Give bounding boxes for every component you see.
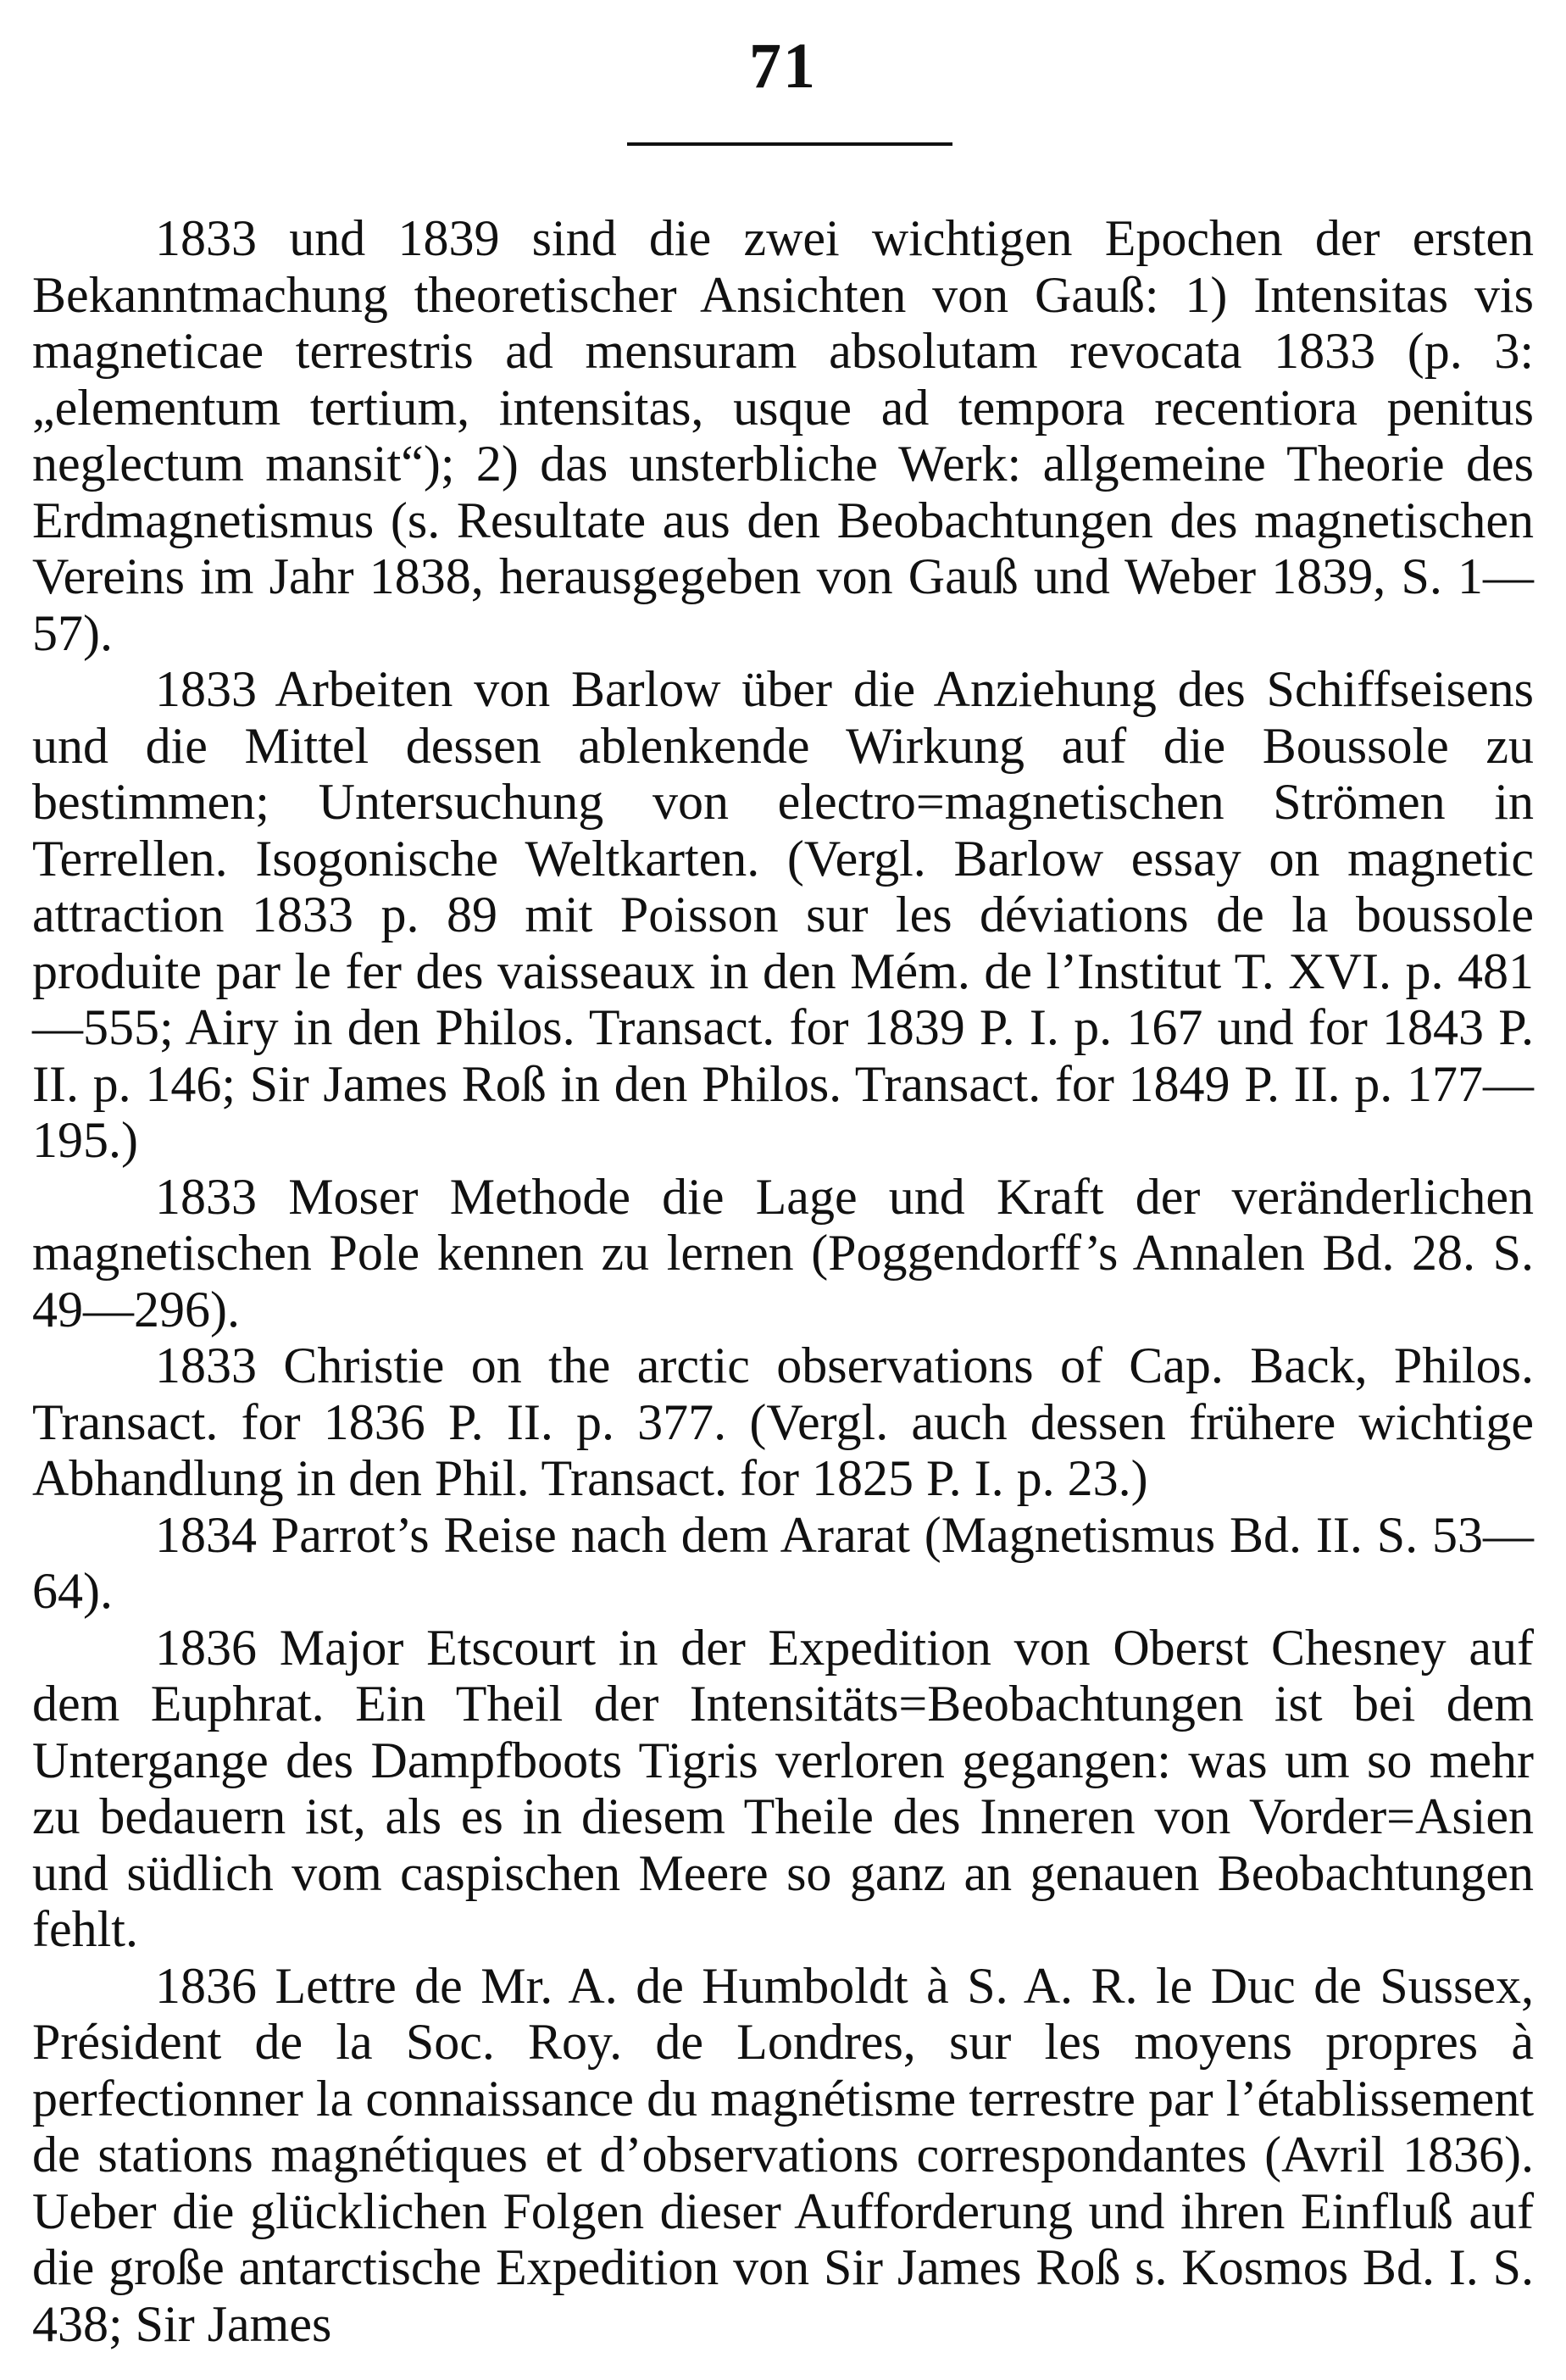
paragraph-etscourt-1836: 1836 Major Etscourt in der Expedition von Oberst Chesney auf dem Euphrat. Ein Theil der Intensitäts=Beobachtungen ist bei dem Untergange des Dampfboots Tigris verloren gegangen: was um so mehr zu bedauern ist, als es in diesem Theile des Inneren von Vorder=Asien und südlich vom caspischen Meere so ganz an genauen Beobachtungen fehlt. — [32, 1619, 1534, 1957]
paragraph-parrot-1834: 1834 Parrot’s Reise nach dem Ararat (Magnetismus Bd. II. S. 53—64). — [32, 1506, 1534, 1619]
paragraph-barlow-1833: 1833 Arbeiten von Barlow über die Anziehung des Schiffseisens und die Mittel dessen ablenkende Wirkung auf die Boussole zu bestimmen; Untersuchung von electro=magnetischen Strömen in Terrellen. Isogonische Weltkarten. (Vergl. Barlow essay on magnetic attraction 1833 p. 89 mit Poisson sur les déviations de la boussole produite par le fer des vaisseaux in den Mém. de l’Institut T. XVI. p. 481—555; Airy in den Philos. Transact. for 1839 P. I. p. 167 und for 1843 P. II. p. 146; Sir James Roß in den Philos. Transact. for 1849 P. II. p. 177—195.) — [32, 661, 1534, 1168]
page-number: 71 — [749, 31, 817, 102]
header-rule — [627, 142, 952, 146]
page-body — [32, 210, 1534, 2352]
paragraph-gauss-1833-1839: 1833 und 1839 sind die zwei wichtigen Epochen der ersten Bekanntmachung theoretischer Ansichten von Gauß: 1) Intensitas vis magneticae terrestris ad mensuram absolutam revocata 1833 (p. 3: „elementum tertium, intensitas, usque ad tempora recentiora penitus neglectum mansit“); 2) das unsterbliche Werk: allgemeine Theorie des Erdmagnetismus (s. Resultate aus den Beobachtungen des magnetischen Vereins im Jahr 1838, herausgegeben von Gauß und Weber 1839, S. 1—57). — [32, 210, 1534, 661]
paragraph-humboldt-1836: 1836 Lettre de Mr. A. de Humboldt à S. A. R. le Duc de Sussex, Président de la Soc. Roy. de Londres, sur les moyens propres à perfectionner la connaissance du magnétisme terrestre par l’établissement de stations magnétiques et d’observations correspondantes (Avril 1836). Ueber die glücklichen Folgen dieser Aufforderung und ihren Einfluß auf die große antarctische Expedition von Sir James Roß s. Kosmos Bd. I. S. 438; Sir James — [32, 1957, 1534, 2352]
paragraph-moser-1833: 1833 Moser Methode die Lage und Kraft der veränderlichen magnetischen Pole kennen zu lernen (Poggendorff’s Annalen Bd. 28. S. 49—296). — [32, 1168, 1534, 1337]
paragraph-christie-1833: 1833 Christie on the arctic observations of Cap. Back, Philos. Transact. for 1836 P. II. p. 377. (Vergl. auch dessen frühere wichtige Abhandlung in den Phil. Transact. for 1825 P. I. p. 23.) — [32, 1337, 1534, 1506]
